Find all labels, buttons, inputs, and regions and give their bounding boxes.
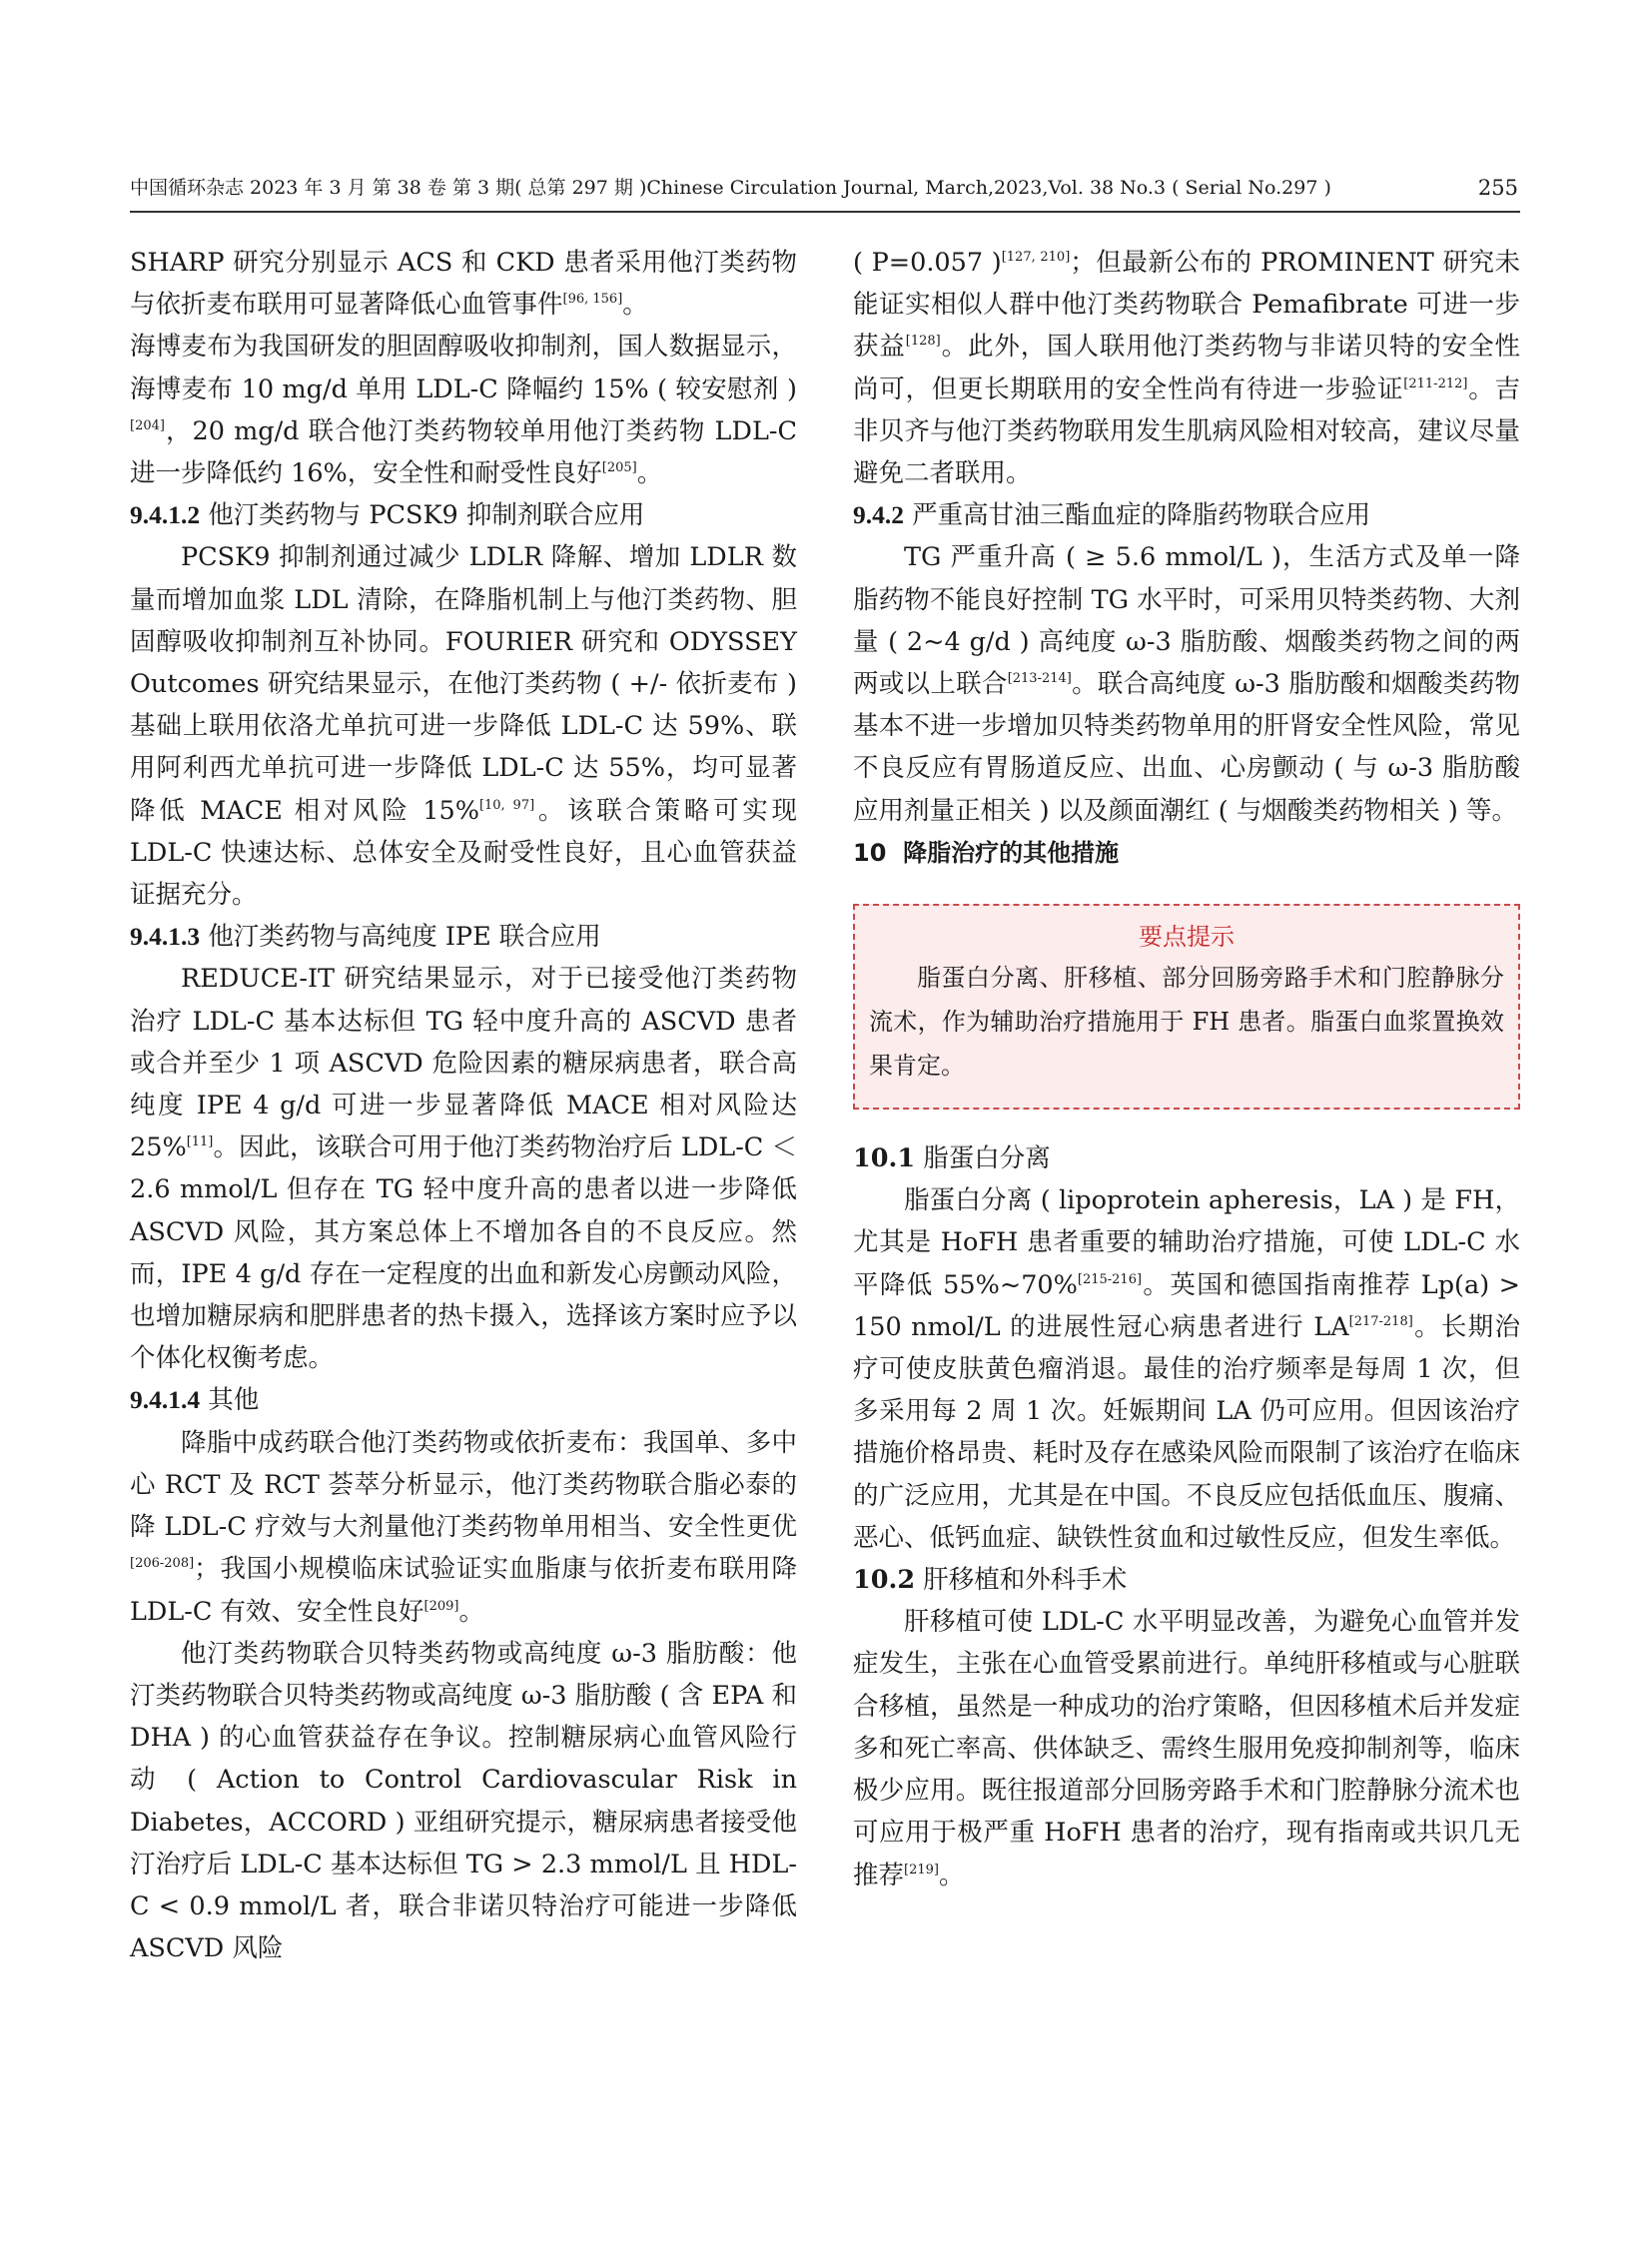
chapter-heading: 10 降脂治疗的其他措施 <box>853 838 1120 867</box>
citation[interactable]: [10, 97] <box>478 797 535 813</box>
section-heading: 9.4.2 严重高甘油三酯血症的降脂药物联合应用 <box>853 500 1371 531</box>
citation[interactable]: [127, 210] <box>1001 250 1071 265</box>
paragraph: 他汀类药物联合贝特类药物或高纯度 ω-3 脂肪酸：他汀类药物联合贝特类药物或高纯度 ω-3 脂肪酸 ( 含 EPA 和 DHA ) 的心血管获益存在争议。控制糖尿病心血管风险行动 ( Action to Control Cardiovascular Risk in Diabetes，ACCORD ) 亚组研究提示，糖尿病患者接受他汀治疗后 LDL-C 基本达标但 TG > 2.3 mmol/L 且 HDL-C < 0.9 mmol/L 者，联合非诺贝特治疗可能进一步降低 ASCVD 风险 <box>130 1638 797 1964</box>
citation[interactable]: [96, 156] <box>562 292 623 308</box>
paragraph: PCSK9 抑制剂通过减少 LDLR 降解、增加 LDLR 数量而增加血浆 LDL 清除，在降脂机制上与他汀类药物、胆固醇吸收抑制剂互补协同。FOURIER 研究和 ODYSSEY Outcomes 研究结果显示，在他汀类药物 ( +/- 依折麦布 ) 基础上联用依洛尤单抗可进一步降低 LDL-C 达 59%、联用阿利西尤单抗可进一步降低 LDL-C 达 55%，均可显著降低 MACE 相对风险 15%[10, 97]。该联合策略可实现 LDL-C 快速达标、总体安全及耐受性良好，且心血管获益证据充分。 <box>130 542 797 911</box>
key-points-box <box>853 904 1520 1110</box>
header-rule <box>130 211 1520 213</box>
citation[interactable]: [213-214] <box>1007 671 1072 687</box>
paragraph: 海博麦布为我国研发的胆固醇吸收抑制剂，国人数据显示，海博麦布 10 mg/d 单用 LDL-C 降幅约 15% ( 较安慰剂 )[204]，20 mg/d 联合他汀类药物较单用他汀类药物 LDL-C 进一步降低约 16%，安全性和耐受性良好[205]。 <box>130 332 797 489</box>
right-column <box>853 242 1520 1896</box>
running-header <box>130 176 1518 200</box>
section-heading: 9.4.1.2 他汀类药物与 PCSK9 抑制剂联合应用 <box>130 500 645 531</box>
citation[interactable]: [206-208] <box>130 1556 195 1572</box>
paragraph: 降脂中成药联合他汀类药物或依折麦布：我国单、多中心 RCT 及 RCT 荟萃分析显示，他汀类药物联合脂必泰的降 LDL-C 疗效与大剂量他汀类药物单用相当、安全性更优[206-208]；我国小规模临床试验证实血脂康与依折麦布联用降 LDL-C 有效、安全性良好[209]。 <box>130 1427 797 1627</box>
journal-info: 中国循环杂志 2023 年 3 月 第 38 卷 第 3 期( 总第 297 期 )Chinese Circulation Journal, March,2023,Vol. 38 No.3 ( Serial No.297 ) <box>130 177 1331 199</box>
paragraph: ( P=0.057 )[127, 210]；但最新公布的 PROMINENT 研究未能证实相似人群中他汀类药物联合 Pemafibrate 可进一步获益[128]。此外，国人联用他汀类药物与非诺贝特的安全性尚可，但更长期联用的安全性尚有待进一步验证[211-212]。吉非贝齐与他汀类药物联用发生肌病风险相对较高，建议尽量避免二者联用。 <box>853 248 1521 489</box>
paragraph: 肝移植可使 LDL-C 水平明显改善，为避免心血管并发症发生，主张在心血管受累前进行。单纯肝移植或与心脏联合移植，虽然是一种成功的治疗策略，但因移植术后并发症多和死亡率高、供体缺乏、需终生服用免疫抑制剂等，临床极少应用。既往报道部分回肠旁路手术和门腔静脉分流术也可应用于极严重 HoFH 患者的治疗，现有指南或共识几无推荐[219]。 <box>853 1607 1520 1890</box>
citation[interactable]: [219] <box>904 1862 939 1877</box>
paragraph: 脂蛋白分离 ( lipoprotein apheresis，LA ) 是 FH，尤其是 HoFH 患者重要的辅助治疗措施，可使 LDL-C 水平降低 55%~70%[215-216]。英国和德国指南推荐 Lp(a) > 150 nmol/L 的进展性冠心病患者进行 LA[217-218]。长期治疗可使皮肤黄色瘤消退。最佳的治疗频率是每周 1 次，但多采用每 2 周 1 次。妊娠期间 LA 仍可应用。但因该治疗措施价格昂贵、耗时及存在感染风险而限制了该治疗在临床的广泛应用，尤其是在中国。不良反应包括低血压、腹痛、恶心、低钙血症、缺铁性贫血和过敏性反应，但发生率低。 <box>853 1185 1521 1553</box>
section-heading: 9.4.1.4 其他 <box>130 1385 260 1416</box>
citation[interactable]: [204] <box>130 417 165 433</box>
section-heading: 10.1 脂蛋白分离 <box>853 1143 1051 1174</box>
left-column <box>130 242 797 1969</box>
citation[interactable]: [205] <box>601 460 637 476</box>
key-points-title: 要点提示 <box>1139 923 1235 952</box>
citation[interactable]: [217-218] <box>1348 1313 1413 1329</box>
paragraph: SHARP 研究分别显示 ACS 和 CKD 患者采用他汀类药物与依折麦布联用可显著降低心血管事件[96, 156]。 <box>130 248 797 321</box>
paragraph: TG 严重升高 ( ≥ 5.6 mmol/L )，生活方式及单一降脂药物不能良好控制 TG 水平时，可采用贝特类药物、大剂量 ( 2~4 g/d ) 高纯度 ω-3 脂肪酸、烟酸类药物之间的两两或以上联合[213-214]。联合高纯度 ω-3 脂肪酸和烟酸类药物基本不进一步增加贝特类药物单用的肝肾安全性风险，常见不良反应有胃肠道反应、出血、心房颤动 ( 与 ω-3 脂肪酸应用剂量正相关 ) 以及颜面潮红 ( 与烟酸类药物相关 ) 等。 <box>853 542 1520 826</box>
key-points-body: 脂蛋白分离、肝移植、部分回肠旁路手术和门腔静脉分流术，作为辅助治疗措施用于 FH 患者。脂蛋白血浆置换效果肯定。 <box>869 964 1504 1081</box>
paragraph: REDUCE-IT 研究结果显示，对于已接受他汀类药物治疗 LDL-C 基本达标但 TG 轻中度升高的 ASCVD 患者或合并至少 1 项 ASCVD 危险因素的糖尿病患者，联合高纯度 IPE 4 g/d 可进一步显著降低 MACE 相对风险达 25%[11]。因此，该联合可用于他汀类药物治疗后 LDL-C ＜ 2.6 mmol/L 但存在 TG 轻中度升高的患者以进一步降低 ASCVD 风险，其方案总体上不增加各自的不良反应。然而，IPE 4 g/d 存在一定程度的出血和新发心房颤动风险，也增加糖尿病和肥胖患者的热卡摄入，选择该方案时应予以个体化权衡考虑。 <box>130 964 797 1374</box>
section-heading: 10.2 肝移植和外科手术 <box>853 1565 1128 1596</box>
citation[interactable]: [11] <box>186 1134 214 1150</box>
citation[interactable]: [215-216] <box>1077 1271 1143 1287</box>
citation[interactable]: [209] <box>423 1598 459 1614</box>
citation[interactable]: [128] <box>905 334 941 350</box>
citation[interactable]: [211-212] <box>1403 375 1468 391</box>
section-heading: 9.4.1.3 他汀类药物与高纯度 IPE 联合应用 <box>130 922 601 953</box>
page-number: 255 <box>1477 176 1518 200</box>
